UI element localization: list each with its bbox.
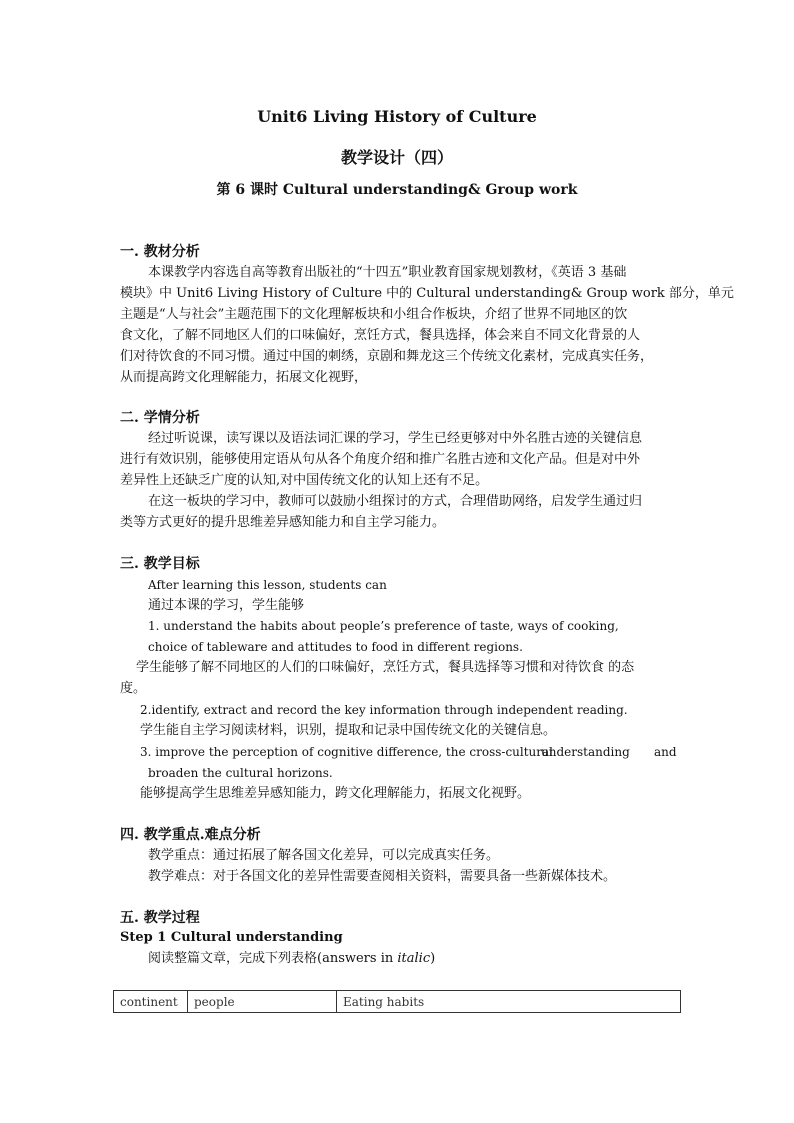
paragraph-line: 度。 [120, 681, 147, 696]
paragraph-line: 从而提高跨文化理解能力，拓展文化视野， [120, 370, 368, 385]
paragraph-line: 学生能够了解不同地区的人们的口味偏好，烹饪方式，餐具选择等习惯和对待饮食 的态 [136, 660, 635, 675]
eating-habits-table [113, 990, 681, 1013]
section-heading: 三. 教学目标 [120, 556, 200, 572]
paragraph-line: 本课教学内容选自高等教育出版社的“十四五”职业教育国家规划教材，《英语 3 基础 [148, 265, 627, 280]
step-title: Step 1 Cultural understanding [120, 930, 343, 945]
paragraph-line: 经过听说课，读写课以及语法词汇课的学习，学生已经更够对中外名胜古迹的关键信息 [148, 431, 643, 446]
table-header-row [114, 991, 681, 1013]
paragraph-line: 通过本课的学习，学生能够 [148, 598, 305, 613]
paragraph-line: 学生能自主学习阅读材料，识别，提取和记录中国传统文化的关键信息。 [140, 723, 557, 738]
paragraph-line: 教学难点：对于各国文化的差异性需要查阅相关资料，需要具备一些新媒体技术。 [148, 869, 617, 884]
instruction-text: 阅读整篇文章，完成下列表格(answers in [148, 951, 398, 966]
paragraph-line: 食文化，了解不同地区人们的口味偏好，烹饪方式，餐具选择，体会来自不同文化背景的人 [120, 328, 641, 343]
paragraph-line: understanding [541, 745, 630, 759]
paragraph-line: choice of tableware and attitudes to food in different regions. [148, 640, 523, 654]
paragraph-line: 模块》中 Unit6 Living History of Culture 中的 Cultural understanding& Group work 部分，单元 [120, 286, 734, 301]
paragraph-line: 在这一板块的学习中，教师可以鼓励小组探讨的方式，合理借助网络，启发学生通过归 [148, 494, 643, 509]
paragraph-line: 教学重点：通过拓展了解各国文化差异，可以完成真实任务。 [148, 848, 500, 863]
paragraph-line: 能够提高学生思维差异感知能力，跨文化理解能力，拓展文化视野。 [140, 786, 531, 801]
paragraph-line: 主题是“人与社会”主题范围下的文化理解板块和小组合作板块，介绍了世界不同地区的饮 [120, 307, 628, 322]
document-title: Unit6 Living History of Culture [257, 107, 537, 126]
document-subtitle: 教学设计（四） [340, 148, 453, 167]
paragraph-line: 类等方式更好的提升思维差异感知能力和自主学习能力。 [120, 515, 446, 530]
section-heading: 四. 教学重点.难点分析 [120, 827, 261, 843]
table-header-cell: continent [114, 991, 188, 1013]
paragraph-line: and [654, 745, 677, 759]
table-header-cell: people [188, 991, 337, 1013]
table-header-cell: Eating habits [337, 991, 681, 1013]
paragraph-line: After learning this lesson, students can [148, 578, 387, 592]
paragraph-line: broaden the cultural horizons. [148, 766, 333, 780]
lesson-title: 第 6 课时 Cultural understanding& Group work [216, 182, 578, 198]
section-heading: 五. 教学过程 [120, 910, 200, 926]
instruction-close: ) [430, 951, 436, 966]
section-heading: 一. 教材分析 [120, 244, 200, 260]
paragraph-line: 2.identify, extract and record the key information through independent reading. [140, 703, 628, 717]
paragraph-line: 们对待饮食的不同习惯。通过中国的刺绣，京剧和舞龙这三个传统文化素材，完成真实任务， [120, 349, 654, 364]
section-heading: 二. 学情分析 [120, 410, 200, 426]
instruction-line [148, 949, 435, 969]
paragraph-line: 1. understand the habits about people’s preference of taste, ways of cooking, [148, 619, 619, 633]
paragraph-line: 3. improve the perception of cognitive difference, the cross-cultural [140, 745, 554, 759]
paragraph-line: 差异性上还缺乏广度的认知,对中国传统文化的认知上还有不足。 [120, 473, 489, 488]
paragraph-line: 进行有效识别，能够使用定语从句从各个角度介绍和推广名胜古迹和文化产品。但是对中外 [120, 452, 641, 467]
instruction-italic: italic [397, 951, 431, 966]
